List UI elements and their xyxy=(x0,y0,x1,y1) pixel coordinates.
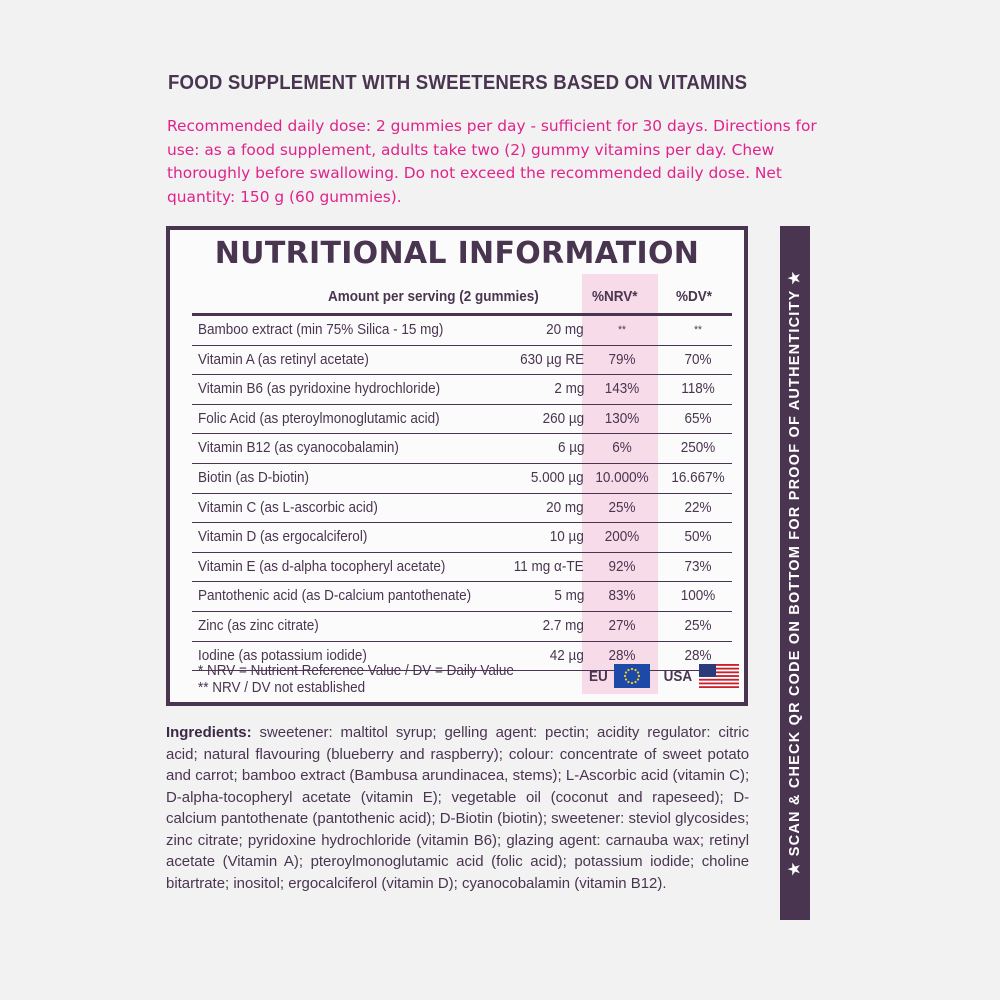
nutrient-nrv: 27% xyxy=(608,616,636,634)
nutrient-amount: 5 mg xyxy=(553,587,584,605)
nutrient-amount: 5.000 µg xyxy=(531,468,584,486)
nutrient-name: Zinc (as zinc citrate) xyxy=(198,616,319,634)
nutrient-dv: 28% xyxy=(684,646,712,664)
panel-title: NUTRITIONAL INFORMATION xyxy=(214,236,700,271)
eu-flag-icon xyxy=(614,664,650,688)
nutrient-nrv: 79% xyxy=(608,350,636,368)
nutrient-name: Vitamin D (as ergocalciferol) xyxy=(198,528,368,546)
footnote-not-established: ** NRV / DV not established xyxy=(198,679,366,696)
nutrient-dv: 22% xyxy=(684,498,712,516)
nutrient-name: Bamboo extract (min 75% Silica - 15 mg) xyxy=(198,321,444,338)
footnotes xyxy=(198,662,514,696)
nutrient-amount: 260 µg xyxy=(542,409,584,427)
nutrient-nrv: 83% xyxy=(608,587,636,605)
usa-standard xyxy=(662,664,739,688)
eu-label: EU xyxy=(589,667,608,685)
table-row xyxy=(192,346,732,376)
nutrient-nrv: 130% xyxy=(604,409,640,427)
header-amount: Amount per serving (2 gummies) xyxy=(328,288,539,305)
nutrient-amount: 630 µg RE xyxy=(519,350,584,368)
nutrient-name: Biotin (as D-biotin) xyxy=(198,468,310,486)
nutrient-nrv: 6% xyxy=(612,439,632,457)
nutrient-dv: 118% xyxy=(681,380,715,398)
table-row xyxy=(192,464,732,494)
header-nrv: %NRV* xyxy=(592,288,638,305)
table-row xyxy=(192,523,732,553)
footnote-nrv-dv: * NRV = Nutrient Reference Value / DV = Daily Value xyxy=(198,662,514,679)
nutrient-nrv: 143% xyxy=(604,380,640,398)
usa-label: USA xyxy=(663,667,693,685)
ingredients-text: sweetener: maltitol syrup; gelling agent: pectin; acidity regulator: citric acid; natural flavouring (blueberry and raspberry); colour: concentrate of sweet potato and carrot; bamboo extract (Bambusa arundinacea, stems); L-Ascorbic acid (vitamin C); D-alpha-tocopheryl acetate (vitamin E); vegetable oil (coconut and rapeseed); D-calcium pantothenate (pantothenic acid); D-Biotin (biotin); sweetener: steviol glycosides; zinc citrate; pyridoxine hydrochloride (vitamin B6); glazing agent: carnauba wax; retinyl acetate (Vitamin A); pteroylmonoglutamic acid (folic acid); potassium iodide; choline bitartrate; inositol; ergocalciferol (vitamin D); cyanocobalamin (vitamin B12). xyxy=(166,724,750,892)
nutrient-nrv: ** xyxy=(618,324,626,336)
table-row xyxy=(192,434,732,464)
table-row xyxy=(192,316,732,346)
nutrient-nrv: 28% xyxy=(608,646,636,664)
nutrient-name: Vitamin B6 (as pyridoxine hydrochloride) xyxy=(198,380,441,398)
table-row xyxy=(192,582,732,612)
nutrient-dv: ** xyxy=(694,324,702,336)
nutrient-dv: 100% xyxy=(680,587,716,605)
table-row xyxy=(192,553,732,583)
directions-text: Recommended daily dose: 2 gummies per day - sufficient for 30 days. Directions for use: as a food supplement, adults take two (2) gummy vitamins per day. Chew thoroughly before swallowing. Do not exceed the recommended daily dose. Net quantity: 150 g (60 gummies). xyxy=(167,117,817,206)
nutrient-dv: 70% xyxy=(684,350,712,368)
table-row xyxy=(192,494,732,524)
nutrient-amount: 2.7 mg xyxy=(542,616,584,634)
nutrient-name: Vitamin A (as retinyl acetate) xyxy=(198,350,369,368)
nutrient-dv: 25% xyxy=(684,616,712,634)
nutrient-amount: 20 mg xyxy=(546,321,584,338)
nutrient-amount: 6 µg xyxy=(557,439,584,457)
nutrient-name: Vitamin E (as d-alpha tocopheryl acetate) xyxy=(198,557,446,575)
nutrient-name: Vitamin C (as L-ascorbic acid) xyxy=(198,498,378,516)
table-row xyxy=(192,405,732,435)
authenticity-text: ★ SCAN & CHECK QR CODE ON BOTTOM FOR PROOF OF AUTHENTICITY ★ xyxy=(787,270,803,876)
ingredients-list xyxy=(166,722,749,894)
nutrient-table xyxy=(192,316,732,671)
nutrient-amount: 20 mg xyxy=(546,498,584,516)
nutrient-name: Pantothenic acid (as D-calcium pantothenate) xyxy=(198,587,472,605)
nutrient-dv: 65% xyxy=(684,409,712,427)
nutrient-nrv: 10.000% xyxy=(595,468,649,486)
nutrient-name: Folic Acid (as pteroylmonoglutamic acid) xyxy=(198,409,440,427)
nutrient-amount: 2 mg xyxy=(553,380,584,398)
nutrient-amount: 11 mg α-TE xyxy=(514,557,584,575)
header-dv: %DV* xyxy=(676,288,713,305)
nutrient-dv: 250% xyxy=(680,439,716,457)
usa-flag-icon xyxy=(699,664,739,688)
nutrient-amount: 10 µg xyxy=(549,528,584,546)
table-row xyxy=(192,375,732,405)
eu-standard xyxy=(588,664,650,688)
product-headline: FOOD SUPPLEMENT WITH SWEETENERS BASED ON VITAMINS xyxy=(168,72,748,94)
nutrient-nrv: 25% xyxy=(608,498,636,516)
nutrient-dv: 50% xyxy=(684,528,712,546)
nutrient-dv: 16.667% xyxy=(671,468,725,486)
nutrient-dv: 73% xyxy=(684,557,712,575)
nutrient-name: Vitamin B12 (as cyanocobalamin) xyxy=(198,439,399,457)
nutrition-panel xyxy=(166,226,748,706)
ingredients-label: Ingredients: xyxy=(166,724,252,741)
nutrient-amount: 42 µg xyxy=(549,646,584,664)
table-row xyxy=(192,612,732,642)
nutrient-name: Iodine (as potassium iodide) xyxy=(198,646,367,664)
nutrient-nrv: 92% xyxy=(608,557,636,575)
nutrient-nrv: 200% xyxy=(604,528,640,546)
